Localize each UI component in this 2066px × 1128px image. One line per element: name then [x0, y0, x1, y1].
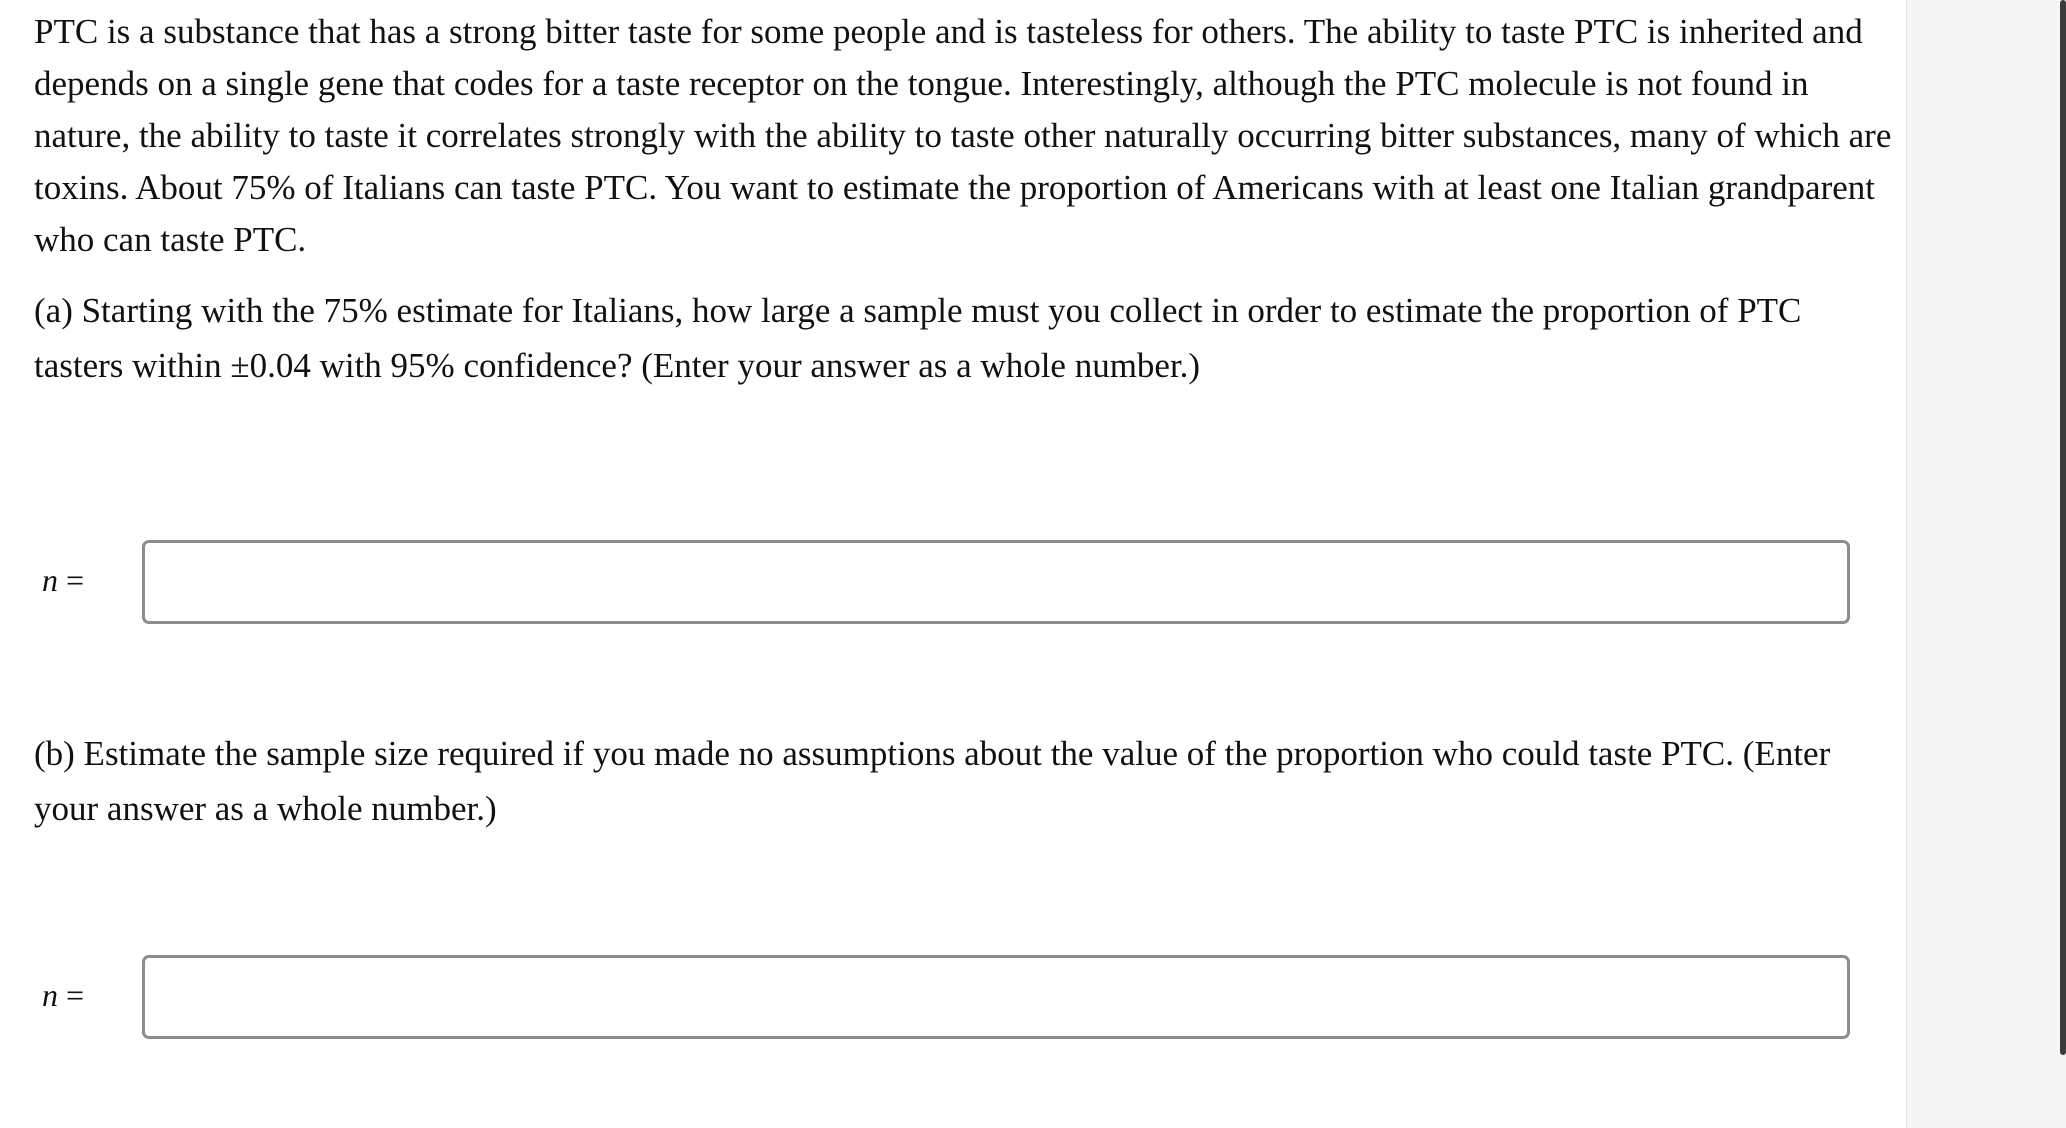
- part-b-variable-name: n: [42, 977, 58, 1013]
- part-a-variable-name: n: [42, 562, 58, 598]
- vertical-scrollbar[interactable]: [2060, 0, 2066, 1055]
- problem-content: [34, 0, 1894, 266]
- part-b-question: (b) Estimate the sample size required if you made no assumptions about the value of the proportion who could taste PTC. (Enter your answer as a whole number.): [34, 734, 1831, 828]
- part-a-equals-sign: =: [58, 562, 85, 598]
- side-gutter: [1906, 0, 2066, 1128]
- part-a-answer-row: [0, 540, 1900, 626]
- part-a-answer-input[interactable]: [142, 540, 1850, 624]
- part-a-variable-label: [42, 562, 84, 599]
- part-b-equals-sign: =: [58, 977, 85, 1013]
- part-b-variable-label: [42, 977, 84, 1014]
- part-b-answer-row: [0, 955, 1900, 1041]
- part-b-answer-input[interactable]: [142, 955, 1850, 1039]
- part-a-question: (a) Starting with the 75% estimate for Italians, how large a sample must you collect in order to estimate the proportion of PTC tasters within ±0.04 with 95% confidence? (Enter your answer as a whole number.): [34, 291, 1802, 385]
- problem-intro: PTC is a substance that has a strong bitter taste for some people and is tasteless for others. The ability to taste PTC is inherited and depends on a single gene that codes for a taste receptor on the tongue. Interestingly, although the PTC molecule is not found in nature, the ability to taste it correlates strongly with the ability to taste other naturally occurring bitter substances, many of which are toxins. About 75% of Italians can taste PTC. You want to estimate the proportion of Americans with at least one Italian grandparent who can taste PTC.: [34, 12, 1892, 259]
